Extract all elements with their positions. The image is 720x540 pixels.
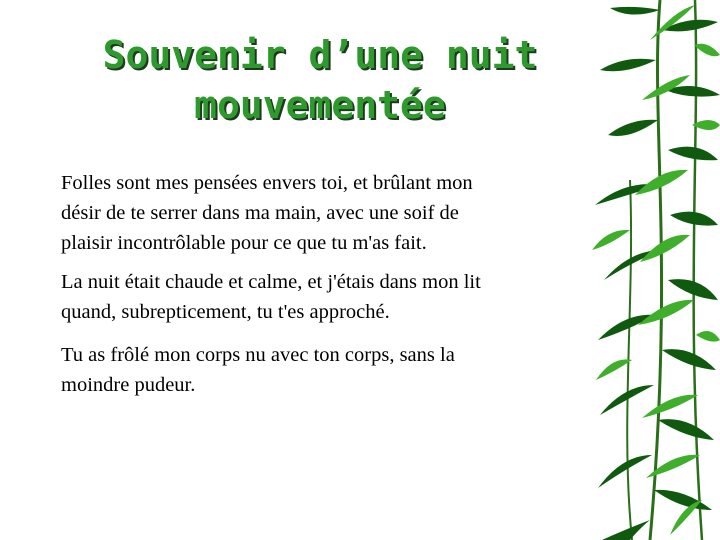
bamboo-leaf <box>596 359 632 380</box>
bamboo-leaf <box>654 490 712 510</box>
bamboo-stem <box>694 0 702 540</box>
bamboo-leaf <box>658 419 714 440</box>
bamboo-leaf <box>646 455 700 478</box>
paragraph-2: La nuit était chaude et calme, et j'étais dans mon lit quand, subrepticement, tu t'es approché. <box>61 271 481 323</box>
bamboo-leaf <box>640 235 690 262</box>
bamboo-stem <box>650 0 662 540</box>
bamboo-leaf <box>610 7 660 15</box>
bamboo-leaf <box>642 395 698 418</box>
bamboo-leaf <box>638 300 694 325</box>
paragraph-3: Tu as frôlé mon corps nu avec ton corps, sans la moindre pudeur. <box>61 344 455 396</box>
bamboo-leaf <box>592 230 630 250</box>
paragraph-1: Folles sont mes pensées envers toi, et brûlant mon désir de te serrer dans ma main, avec une soif de plaisir incontrôlable pour ce que tu m'as fait. <box>61 172 473 254</box>
bamboo-leaf <box>696 331 720 342</box>
bamboo-leaf <box>608 120 658 136</box>
bamboo-leaf <box>694 44 720 57</box>
bamboo-leaf <box>602 520 650 540</box>
bamboo-leaf <box>670 212 718 226</box>
slide-title: Souvenir d’une nuit mouvementée <box>102 33 538 127</box>
bamboo-leaf <box>600 59 656 72</box>
bamboo-leaf <box>668 147 718 161</box>
bamboo-leaves-border <box>590 0 720 540</box>
bamboo-leaf <box>662 349 716 370</box>
bamboo-leaf <box>598 455 652 488</box>
